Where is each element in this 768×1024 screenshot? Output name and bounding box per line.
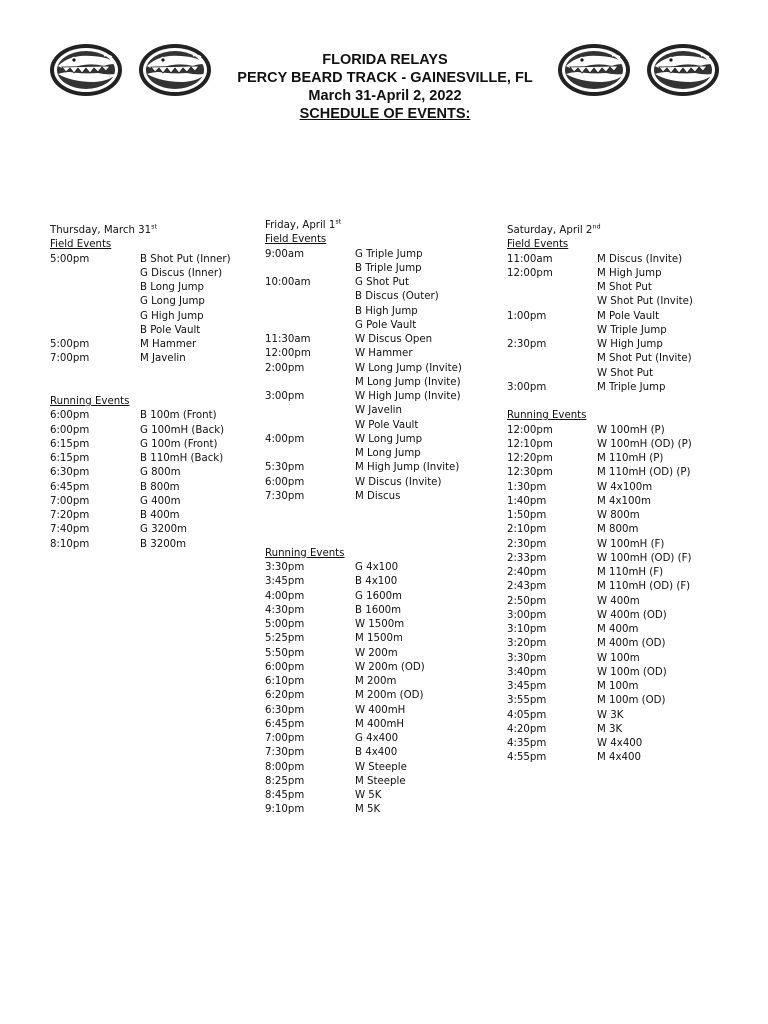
event-time: 2:40pm xyxy=(507,567,547,578)
schedule-row xyxy=(507,509,693,523)
event-time xyxy=(50,295,140,309)
event-time: 8:25pm xyxy=(265,775,305,787)
event-name: M Discus xyxy=(355,490,401,502)
event-time: 3:00pm xyxy=(265,391,305,402)
event-name: G Discus (Inner) xyxy=(140,267,223,279)
field-events-list xyxy=(50,253,231,367)
event-name: B Long Jump xyxy=(140,282,204,293)
schedule-row xyxy=(265,746,462,760)
event-time: 6:30pm xyxy=(265,704,305,716)
event-time: 2:30pm xyxy=(507,538,547,550)
event-time: 6:00pm xyxy=(50,424,90,436)
schedule-row xyxy=(50,538,231,552)
event-time: 5:00pm xyxy=(265,619,305,630)
event-time: 11:30am xyxy=(265,334,311,345)
event-name: W 1500m xyxy=(355,619,405,630)
event-name: W Long Jump (Invite) xyxy=(355,362,462,374)
thursday-column xyxy=(50,224,231,552)
event-time: 7:00pm xyxy=(50,353,90,365)
event-time xyxy=(265,404,355,418)
event-time xyxy=(50,281,140,295)
event-time: 7:20pm xyxy=(50,510,90,521)
schedule-row xyxy=(507,623,693,637)
event-name: W Triple Jump xyxy=(597,324,667,336)
event-name: B Discus (Outer) xyxy=(355,291,439,303)
day-title: Thursday, March 31st xyxy=(50,222,158,236)
event-time: 12:10pm xyxy=(507,438,553,450)
event-time: 4:00pm xyxy=(265,433,305,445)
event-name: G 100m (Front) xyxy=(140,438,218,450)
event-time: 1:40pm xyxy=(507,495,547,507)
schedule-row xyxy=(265,305,462,319)
event-time: 7:30pm xyxy=(265,747,305,759)
schedule-row xyxy=(265,661,462,675)
event-name: B 4x100 xyxy=(355,576,398,588)
event-name: G High Jump xyxy=(140,310,204,322)
event-time: 3:30pm xyxy=(507,652,547,664)
event-name: W High Jump xyxy=(597,339,663,350)
event-time: 6:20pm xyxy=(265,690,305,702)
event-time: 1:50pm xyxy=(507,510,547,521)
field-events-heading: Field Events xyxy=(265,234,327,246)
schedule-row xyxy=(50,452,231,466)
event-time: 3:00pm xyxy=(507,609,547,621)
event-name: W 100mH (F) xyxy=(597,538,665,550)
schedule-row xyxy=(265,333,462,347)
schedule-row xyxy=(507,595,693,609)
event-name: M 200m (OD) xyxy=(355,690,424,702)
event-time: 3:40pm xyxy=(507,666,547,678)
schedule-row xyxy=(265,419,462,433)
schedule-row xyxy=(265,376,462,390)
schedule-row xyxy=(265,433,462,447)
event-name: W 200m (OD) xyxy=(355,661,425,673)
event-name: W 400m (OD) xyxy=(597,609,667,621)
field-events-heading: Field Events xyxy=(50,239,112,251)
schedule-row xyxy=(265,561,462,575)
event-name: M 100m xyxy=(597,681,639,692)
field-events-list xyxy=(507,253,693,396)
schedule-row xyxy=(265,675,462,689)
event-name: W 200m xyxy=(355,647,398,659)
event-name: W 3K xyxy=(597,709,624,721)
event-time xyxy=(507,281,597,295)
schedule-row xyxy=(265,319,462,333)
event-time: 6:00pm xyxy=(50,410,90,422)
event-time: 6:00pm xyxy=(265,476,305,488)
schedule-row xyxy=(507,751,693,765)
event-time: 2:33pm xyxy=(507,552,547,564)
event-name: G 400m xyxy=(140,495,181,507)
event-name: M 110mH (OD) (F) xyxy=(597,581,691,593)
event-name: W Discus Open xyxy=(355,334,433,345)
schedule-row xyxy=(50,438,231,452)
schedule-row xyxy=(265,732,462,746)
schedule-row xyxy=(507,452,693,466)
event-name: W 100mH (OD) (P) xyxy=(597,438,692,450)
schedule-row xyxy=(50,352,231,366)
event-name: W Discus (Invite) xyxy=(355,476,442,488)
schedule-row xyxy=(265,704,462,718)
event-time: 2:43pm xyxy=(507,581,547,593)
event-name: M High Jump xyxy=(597,267,662,279)
schedule-row xyxy=(507,466,693,480)
event-time xyxy=(507,367,597,381)
gator-logo-left-1 xyxy=(48,42,124,98)
event-time: 2:30pm xyxy=(507,339,547,350)
event-time xyxy=(507,324,597,338)
day-title: Friday, April 1st xyxy=(265,217,342,231)
schedule-row xyxy=(507,609,693,623)
event-time: 4:35pm xyxy=(507,738,547,749)
event-time: 6:00pm xyxy=(265,661,305,673)
event-time: 5:00pm xyxy=(50,339,90,350)
event-name: B Triple Jump xyxy=(355,262,422,274)
running-events-list xyxy=(50,409,231,552)
event-name: M Shot Put xyxy=(597,282,652,293)
event-name: G Pole Vault xyxy=(355,319,417,331)
schedule-row xyxy=(507,523,693,537)
event-time: 5:25pm xyxy=(265,633,305,645)
event-name: W 4x100m xyxy=(597,481,653,493)
event-name: M 1500m xyxy=(355,633,403,645)
event-time: 8:45pm xyxy=(265,790,305,801)
event-time: 5:00pm xyxy=(50,253,90,265)
schedule-row xyxy=(265,632,462,646)
event-name: M Javelin xyxy=(140,353,186,365)
schedule-row xyxy=(507,267,693,281)
event-name: W 100mH (P) xyxy=(597,424,665,436)
event-name: B 110mH (Back) xyxy=(140,453,224,464)
schedule-row xyxy=(265,803,462,817)
event-name: G 1600m xyxy=(355,590,402,602)
event-time: 10:00am xyxy=(265,277,311,288)
schedule-row xyxy=(50,310,231,324)
event-name: B 3200m xyxy=(140,538,187,550)
event-time: 5:50pm xyxy=(265,647,305,659)
gator-logo-right-2 xyxy=(645,42,721,98)
event-time: 6:30pm xyxy=(50,467,90,479)
schedule-row xyxy=(265,262,462,276)
event-time: 4:20pm xyxy=(507,723,547,735)
event-time: 2:50pm xyxy=(507,595,547,607)
schedule-row xyxy=(50,424,231,438)
event-name: W Hammer xyxy=(355,348,413,360)
event-name: M 100m (OD) xyxy=(597,695,666,707)
schedule-row xyxy=(507,352,693,366)
event-time xyxy=(265,290,355,304)
document-header xyxy=(180,51,590,123)
event-time xyxy=(265,419,355,433)
event-time: 4:30pm xyxy=(265,604,305,616)
event-name: W 100mH (OD) (F) xyxy=(597,552,692,564)
schedule-row xyxy=(265,689,462,703)
saturday-column xyxy=(507,224,693,766)
schedule-row xyxy=(50,495,231,509)
schedule-row xyxy=(265,618,462,632)
running-events-heading: Running Events xyxy=(265,547,345,559)
event-name: B 1600m xyxy=(355,604,402,616)
event-name: W Steeple xyxy=(355,761,407,773)
schedule-row xyxy=(50,281,231,295)
event-name: M Pole Vault xyxy=(597,310,660,322)
event-time: 1:30pm xyxy=(507,481,547,493)
running-events-heading: Running Events xyxy=(507,410,587,422)
schedule-row xyxy=(507,253,693,267)
schedule-row xyxy=(265,718,462,732)
event-name: W Javelin xyxy=(355,405,402,417)
event-name: G 100mH (Back) xyxy=(140,424,225,436)
schedule-row xyxy=(50,466,231,480)
schedule-row xyxy=(507,281,693,295)
schedule-row xyxy=(265,390,462,404)
event-time: 1:00pm xyxy=(507,310,547,322)
schedule-row xyxy=(265,775,462,789)
event-name: W 100m (OD) xyxy=(597,666,667,678)
event-name: B High Jump xyxy=(355,305,418,317)
schedule-row xyxy=(507,680,693,694)
event-time: 9:10pm xyxy=(265,804,305,816)
running-events-list xyxy=(265,561,462,818)
event-name: M Steeple xyxy=(355,775,406,787)
schedule-row xyxy=(507,338,693,352)
event-name: M High Jump (Invite) xyxy=(355,462,460,474)
schedule-row xyxy=(507,637,693,651)
event-name: M Shot Put (Invite) xyxy=(597,353,692,365)
schedule-row xyxy=(507,737,693,751)
schedule-row xyxy=(265,476,462,490)
schedule-row xyxy=(265,490,462,504)
schedule-row xyxy=(265,362,462,376)
event-name: W Long Jump xyxy=(355,433,423,445)
event-name: G 4x100 xyxy=(355,562,399,573)
event-name: M 3K xyxy=(597,723,623,735)
event-name: M Discus (Invite) xyxy=(597,253,683,265)
event-time: 3:55pm xyxy=(507,695,547,707)
event-name: G 4x400 xyxy=(355,733,399,744)
schedule-row xyxy=(507,481,693,495)
event-time: 4:05pm xyxy=(507,709,547,721)
schedule-row xyxy=(265,461,462,475)
event-name: M 110mH (P) xyxy=(597,453,664,464)
event-name: G 3200m xyxy=(140,524,187,536)
schedule-row xyxy=(507,694,693,708)
event-name: M 4x100m xyxy=(597,495,651,507)
event-name: M Long Jump xyxy=(355,448,421,459)
schedule-row xyxy=(507,552,693,566)
event-time: 12:00pm xyxy=(507,424,553,436)
schedule-row xyxy=(265,590,462,604)
schedule-row xyxy=(265,347,462,361)
event-time: 4:00pm xyxy=(265,590,305,602)
event-time: 7:40pm xyxy=(50,524,90,536)
event-time: 2:10pm xyxy=(507,524,547,536)
event-name: M 110mH (OD) (P) xyxy=(597,467,691,479)
event-time: 3:20pm xyxy=(507,638,547,650)
event-time: 7:00pm xyxy=(265,733,305,744)
schedule-row xyxy=(507,424,693,438)
event-time: 12:00pm xyxy=(265,348,311,360)
event-time: 12:20pm xyxy=(507,453,553,464)
date-range: March 31-April 2, 2022 xyxy=(308,88,462,104)
schedule-row xyxy=(50,523,231,537)
event-time: 7:30pm xyxy=(265,490,305,502)
event-time xyxy=(50,310,140,324)
event-name: M Hammer xyxy=(140,339,197,350)
event-name: W 100m xyxy=(597,652,640,664)
schedule-row xyxy=(265,276,462,290)
event-name: W 4x400 xyxy=(597,738,643,749)
schedule-heading: SCHEDULE OF EVENTS: xyxy=(299,106,471,122)
schedule-row xyxy=(265,447,462,461)
event-time: 6:45pm xyxy=(50,481,90,493)
event-name: M Triple Jump xyxy=(597,381,666,393)
schedule-row xyxy=(507,709,693,723)
event-time: 11:00am xyxy=(507,253,553,265)
schedule-row xyxy=(507,295,693,309)
event-time: 3:45pm xyxy=(265,576,305,588)
event-name: B Pole Vault xyxy=(140,324,201,336)
event-name: W Shot Put xyxy=(597,367,654,379)
event-name: M 5K xyxy=(355,804,381,816)
event-name: M 400m (OD) xyxy=(597,638,666,650)
friday-column xyxy=(265,219,462,818)
event-name: M 4x400 xyxy=(597,752,641,764)
event-time xyxy=(265,376,355,390)
schedule-row xyxy=(507,495,693,509)
schedule-row xyxy=(507,580,693,594)
schedule-row xyxy=(265,647,462,661)
schedule-row xyxy=(265,604,462,618)
schedule-row xyxy=(50,267,231,281)
event-time: 12:30pm xyxy=(507,467,553,479)
event-time: 6:15pm xyxy=(50,453,90,464)
event-name: W 400m xyxy=(597,595,640,607)
day-title: Saturday, April 2nd xyxy=(507,222,601,236)
event-name: M 800m xyxy=(597,524,639,536)
event-time: 8:00pm xyxy=(265,761,305,773)
event-time: 3:10pm xyxy=(507,624,547,635)
meet-title: FLORIDA RELAYS xyxy=(322,52,448,68)
event-name: G Triple Jump xyxy=(355,248,423,260)
schedule-row xyxy=(50,324,231,338)
schedule-row xyxy=(507,381,693,395)
schedule-row xyxy=(507,652,693,666)
schedule-row xyxy=(50,295,231,309)
schedule-row xyxy=(507,438,693,452)
event-time: 3:45pm xyxy=(507,681,547,692)
schedule-row xyxy=(50,338,231,352)
schedule-row xyxy=(50,509,231,523)
event-name: G Long Jump xyxy=(140,296,205,308)
schedule-row xyxy=(265,248,462,262)
schedule-row xyxy=(50,253,231,267)
event-name: W 800m xyxy=(597,510,640,521)
schedule-row xyxy=(507,310,693,324)
event-name: W Shot Put (Invite) xyxy=(597,296,693,308)
schedule-row xyxy=(507,538,693,552)
schedule-row xyxy=(265,789,462,803)
event-time xyxy=(265,319,355,333)
event-name: M 110mH (F) xyxy=(597,567,664,578)
event-name: B 4x400 xyxy=(355,747,398,759)
event-time: 8:10pm xyxy=(50,538,90,550)
event-name: B Shot Put (Inner) xyxy=(140,253,231,265)
event-name: W Pole Vault xyxy=(355,419,419,431)
event-time: 2:00pm xyxy=(265,362,305,374)
schedule-row xyxy=(507,666,693,680)
schedule-row xyxy=(265,761,462,775)
venue-title: PERCY BEARD TRACK - GAINESVILLE, FL xyxy=(237,70,533,86)
event-name: M 400mH xyxy=(355,718,405,730)
event-name: W 5K xyxy=(355,790,382,801)
event-time: 12:00pm xyxy=(507,267,553,279)
event-name: M 400m xyxy=(597,624,639,635)
event-time: 6:10pm xyxy=(265,676,305,687)
schedule-row xyxy=(265,290,462,304)
event-time: 7:00pm xyxy=(50,495,90,507)
event-time xyxy=(507,295,597,309)
schedule-row xyxy=(265,404,462,418)
schedule-row xyxy=(50,409,231,423)
event-time: 6:45pm xyxy=(265,718,305,730)
schedule-row xyxy=(507,566,693,580)
event-name: B 100m (Front) xyxy=(140,410,217,422)
event-time: 4:55pm xyxy=(507,752,547,764)
event-time: 6:15pm xyxy=(50,438,90,450)
event-name: B 800m xyxy=(140,481,180,493)
schedule-row xyxy=(507,367,693,381)
schedule-row xyxy=(507,324,693,338)
event-name: M Long Jump (Invite) xyxy=(355,376,461,388)
schedule-row xyxy=(507,723,693,737)
event-name: W 400mH xyxy=(355,704,406,716)
event-name: B 400m xyxy=(140,510,180,521)
event-name: G 800m xyxy=(140,467,181,479)
event-time xyxy=(265,447,355,461)
event-time xyxy=(50,324,140,338)
event-name: W High Jump (Invite) xyxy=(355,391,461,402)
event-time: 3:30pm xyxy=(265,562,305,573)
event-time xyxy=(50,267,140,281)
field-events-heading: Field Events xyxy=(507,239,569,251)
schedule-row xyxy=(265,575,462,589)
event-time: 3:00pm xyxy=(507,381,547,393)
schedule-row xyxy=(50,481,231,495)
event-name: M 200m xyxy=(355,676,397,687)
event-time xyxy=(265,305,355,319)
event-time: 5:30pm xyxy=(265,462,305,474)
event-name: G Shot Put xyxy=(355,277,409,288)
event-time xyxy=(507,352,597,366)
event-time xyxy=(265,262,355,276)
running-events-list xyxy=(507,424,693,766)
event-time: 9:00am xyxy=(265,248,305,260)
running-events-heading: Running Events xyxy=(50,396,130,407)
field-events-list xyxy=(265,248,462,505)
